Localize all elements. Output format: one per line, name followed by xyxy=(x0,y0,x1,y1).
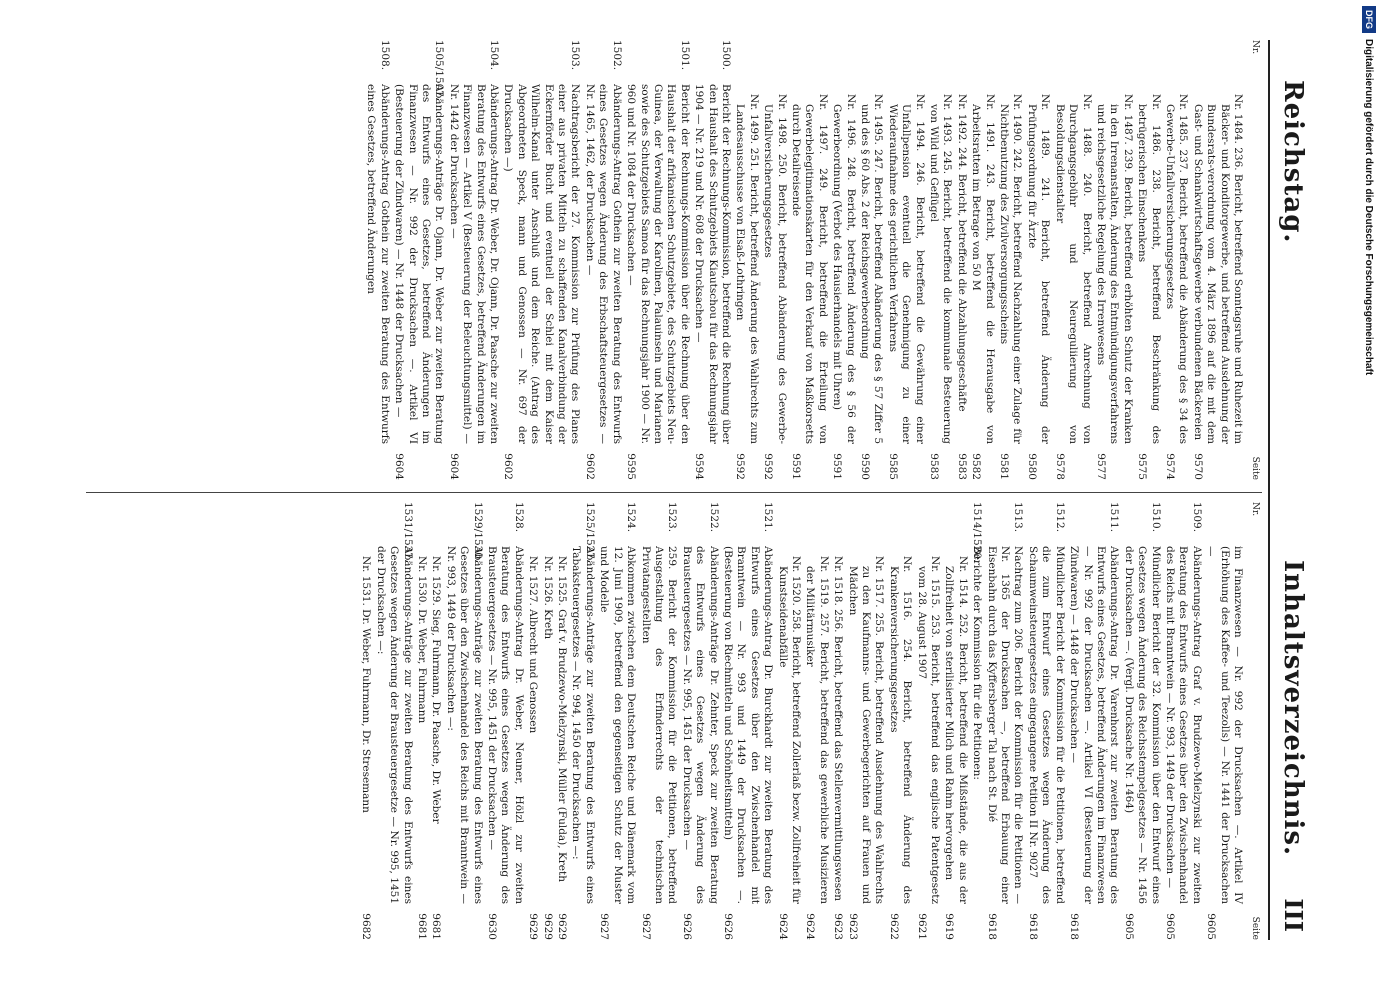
entry-text: Nr. 1519. 257. Bericht, betreffend das gewerbliche Musizieren der Militärmusiker xyxy=(804,556,830,904)
sub-entry xyxy=(858,40,885,480)
page-reference: 9605 xyxy=(1163,913,1176,940)
page-reference: 9581 xyxy=(998,453,1011,480)
entry-text: Nr. 1531. Dr. Weber, Fuhrmann, Dr. Stresemann xyxy=(360,556,373,813)
entry-text: Abänderungs-Anträge Dr. Zehnter, Speck zur zweiten Beratung des Entwurfs eines Gesetzes wegen Änderung des Brausteuergesetzes — Nr. 995, 1451 der Drucksachen — xyxy=(680,546,720,904)
entry-text: im Finanzwesen — Nr. 992 der Drucksachen —. Artikel IV (Erhöhung des Kaffee- und Teezolls) — Nr. 1441 der Drucksachen — xyxy=(1205,546,1244,904)
index-entry xyxy=(485,502,525,940)
page-reference: 9627 xyxy=(639,913,652,940)
sub-entry xyxy=(1135,40,1162,480)
index-entry xyxy=(501,40,581,480)
entry-text: Abänderungs-Anträge Dr. Ojann, Dr. Weber zur zweiten Beratung des Entwurfs eines Gesetzes, betreffend Änderungen im Finanzwesen — Nr. 992 der Drucksachen —. Artikel VI (Besteuerung der Zündwaren) — Nr. 1448 der Drucksachen — xyxy=(393,84,446,444)
running-title: Reichstag. xyxy=(1278,80,1308,244)
sub-entry xyxy=(733,40,760,480)
index-entry xyxy=(970,502,983,940)
page-reference: 9626 xyxy=(721,913,734,940)
page-reference: 9582 xyxy=(970,453,983,480)
sub-entry xyxy=(789,40,829,480)
entry-text: Abänderungs-Anträge zur zweiten Beratung des Entwurfs eines Tabaksteuergesetzes — Nr. 994, 1450 der Drucksachen —: xyxy=(570,546,596,904)
entry-text: Bericht der Rechnungs-Kommission über die Rechnung über den Haushalt der afrikanischen Schutzgebiete, des Schutzgebiets Neu-Guinea, der Verwaltung der Karolinen, Palauinseln und Marianen sowie des Schutzgebiets Samoa für das Rechnungsjahr 1900 — Nr. 960 und Nr. 1084 der Drucksachen — xyxy=(625,84,691,444)
page-reference: 9577 xyxy=(1094,453,1107,480)
entry-text: Nr. 1497. 249. Bericht, betreffend die Erteilung von Gewerbelegitimationskarten für den Verkauf von Maßkorsetts durch Detailreisende xyxy=(790,94,829,444)
entry-text: Nr. 1486. 238. Bericht, betreffend Beschränkung des betrügerischen Einschenkens xyxy=(1136,94,1162,444)
page-number: III xyxy=(1279,898,1308,932)
sub-entry xyxy=(1052,40,1092,480)
sub-entry xyxy=(1163,40,1190,480)
entry-text: Nr. 1516. 254. Bericht, betreffend Änderung des Krankenversicherungsgesetzes xyxy=(887,556,914,904)
page-reference: 9590 xyxy=(859,453,872,480)
sub-entry xyxy=(954,40,967,480)
entry-text: Mündlicher Bericht der 32. Kommission über den Entwurf eines Gesetzes wegen Änderung des Reichsstempelgesetzes — Nr. 1456 der Drucksachen —. (Vergl. Drucksache Nr. 1464) xyxy=(1122,546,1162,904)
page-reference: 9592 xyxy=(734,453,747,480)
index-entry xyxy=(638,502,678,940)
document-page xyxy=(80,40,1310,940)
entry-text: Abänderungs-Antrag Dr. Varenhorst zur zweiten Beratung des Entwurfs eines Gesetzes, betreffend Änderungen im Finanzwesen — Nr. 992 der Drucksachen —. Artikel VI (Besteuerung der Zündwaren) — 1448 der Drucksachen — xyxy=(1068,546,1121,904)
page-reference: 9623 xyxy=(832,913,845,940)
entry-text: Nr. 1525. Graf v. Brudzewo-Mielzynski, Müller (Fulda), Kreth xyxy=(556,556,569,883)
entry-text: Nr. 1499. 251. Bericht, betreffend Änderung des Wahlrechts zum Landesausschusse von Elsaß-Lothringen xyxy=(734,94,760,444)
page-reference: 9591 xyxy=(790,453,802,480)
entry-text: Abänderungs-Antrag Gothein zur zweiten Beratung des Entwurfs eines Gesetzes wegen Änderung des Erbschaftsteuergesetzes — Nr. 1465, 1462, der Drucksachen — xyxy=(583,84,623,444)
page-reference: 9575 xyxy=(1136,453,1149,480)
index-entry xyxy=(984,502,1024,940)
entry-number: 1511. xyxy=(1108,502,1121,533)
sub-entry xyxy=(885,40,925,480)
entry-text: Bericht der Rechnungs-Kommission, betreffend die Rechnung über den Haushalt des Schutzgebiets Kiautschou für das Rechnungsjahr 1904 — Nr. 219 und Nr. 608 der Drucksachen — xyxy=(693,84,732,444)
index-entry xyxy=(721,502,775,940)
index-entry xyxy=(692,40,732,480)
index-entry xyxy=(569,502,596,940)
sub-entry xyxy=(927,40,954,480)
page-reference: 9585 xyxy=(886,453,899,480)
page-reference: 9629 xyxy=(527,913,540,940)
entry-number: 1523. xyxy=(666,502,679,533)
entry-number: 1504. xyxy=(488,40,501,71)
index-entry xyxy=(624,40,691,480)
entry-number: 1503. xyxy=(569,40,582,71)
sub-entry xyxy=(775,502,802,940)
header-rule xyxy=(1268,40,1270,940)
entry-text: Nr. 1520. 258. Bericht, betreffend Zollerlaß bezw. Zollfreiheit für Kunstseidenabfälle xyxy=(776,556,802,904)
page-reference: 9602 xyxy=(502,453,515,480)
entry-text: Nr. 1514. 252. Bericht, betreffend die Mißstände, die aus der Zollfreiheit von sterilisierter Milch und Rahm hervorgehen xyxy=(943,556,969,904)
page-reference: 9595 xyxy=(625,453,638,480)
column-divider xyxy=(86,492,1262,493)
left-column-head xyxy=(1244,40,1260,480)
sub-entry xyxy=(942,502,969,940)
entry-text: Abänderungs-Anträge zur zweiten Beratung des Entwurfs eines Gesetzes über den Zwischenhandel des Reichs mit Branntwein — Nr. 993, 1449 der Drucksachen —: xyxy=(444,546,484,904)
entry-number: 1521. xyxy=(762,502,775,533)
entry-text: Abänderungs-Antrag Graf v. Brudzewo-Mielzynski zur zweiten Beratung des Entwurfs eines Gesetzes über den Zwischenhandel des Reichs mit Branntwein — Nr. 993, 1449 der Drucksachen — xyxy=(1163,546,1203,904)
page-reference: 9629 xyxy=(541,913,554,940)
seite-label: Seite xyxy=(1250,456,1260,480)
entry-number: 1512. xyxy=(1053,502,1066,533)
page-reference: 9591 xyxy=(831,453,844,480)
sub-entry xyxy=(1094,40,1134,480)
entry-text: Abänderungs-Antrag Dr. Weber, Neuner, Hölzl zur zweiten Beratung des Entwurfs eines Gesetzes wegen Änderung des Brausteuergesetzes — Nr. 995, 1451 der Drucksachen — xyxy=(486,546,525,904)
entry-number: 1501. xyxy=(678,40,691,71)
entry-text: Nr. 1527. Albrecht und Genossen xyxy=(527,556,540,734)
right-column-head xyxy=(1244,502,1260,940)
page-reference: 9630 xyxy=(486,913,499,940)
entry-text: Nr. 1489. 241. Bericht, betreffend Änderung der Prüfungsordnung für Ärzte xyxy=(1025,94,1052,444)
entry-text: Nr. 1515. 253. Bericht, betreffend das englische Patentgesetz vom 28. August 1907 xyxy=(915,556,942,904)
right-column xyxy=(358,502,1260,940)
sub-entry xyxy=(914,502,941,940)
page-header xyxy=(1270,40,1310,940)
index-entry xyxy=(446,40,500,480)
entry-text: Nr. 1517. 255. Bericht, betreffend Ausdehnung des Wahlrechts zu den Kaufmanns- und Gewerbegerichten auf Frauen und Mädchen xyxy=(846,556,886,904)
page-reference: 9624 xyxy=(804,913,817,940)
page-reference: 9583 xyxy=(955,453,968,480)
index-entry xyxy=(443,502,483,940)
entry-text: Nr. 1526. Kreth xyxy=(541,556,554,640)
entry-text: Nr. 1529. Sieg, Fuhrmann, Dr. Paasche, Dr. Weber xyxy=(430,556,443,824)
left-column xyxy=(363,40,1260,480)
entry-text: Abkommen zwischen dem Deutschen Reiche und Dänemark vom 12. Juni 1909, betreffend den gegenseitigen Schutz der Muster und Modelle xyxy=(598,546,638,904)
sub-entry xyxy=(830,40,857,480)
index-entry xyxy=(1026,502,1066,940)
sub-entry xyxy=(845,502,885,940)
page-reference: 9618 xyxy=(1068,913,1081,940)
sub-entry xyxy=(540,502,553,940)
entry-number: 1531/1537. xyxy=(401,502,414,563)
entry-number: 1509. xyxy=(1190,502,1203,533)
entry-text: Nr. 1492. 244. Bericht, betreffend die Abzahlungsgeschäfte xyxy=(955,94,968,412)
sub-entry xyxy=(555,502,568,940)
page-reference: 9570 xyxy=(1191,453,1204,480)
index-entry xyxy=(373,502,413,940)
page-reference: 9604 xyxy=(393,453,406,480)
entry-number: 1524. xyxy=(625,502,638,533)
digitization-stamp xyxy=(1357,6,1379,994)
sub-entry xyxy=(831,502,844,940)
entry-number: 1522. xyxy=(707,502,720,533)
index-entry xyxy=(679,502,719,940)
entry-number: 1502. xyxy=(610,40,623,71)
entry-text: Abänderungs-Antrag Dr. Weber, Dr. Ojann, Dr. Paasche zur zweiten Beratung des Entwurfs eines Gesetzes, betreffend Änderungen im Finanzwesen — Artikel V (Besteuerung der Beleuchtungsmittel) — Nr. 1442 der Drucksachen — xyxy=(447,84,501,444)
entry-text: Nr. 1494. 246. Bericht, betreffend die Gewährung einer Unfallpension eventuell die Genehmigung zu einer Wiederaufnahme des gerichtlichen Verfahrens xyxy=(886,94,926,444)
sub-entry xyxy=(429,502,442,940)
entry-text: Mündlicher Bericht der Kommission für die Petitionen, betreffend die zum Entwurf eines Gesetzes wegen Änderung des Schaumweinsteuergesetzes eingegangene Petition II Nr. 9027 xyxy=(1026,546,1066,904)
sub-entry xyxy=(761,40,788,480)
nr-label: Nr. xyxy=(1250,502,1260,517)
entry-text: Nr. 1495. 247. Bericht, betreffend Abänderung des § 57 Ziffer 5 und des § 60 Abs. 2 der Reichsgewerbeordnung xyxy=(859,94,885,444)
entry-number: 1514/1520. xyxy=(971,502,984,563)
page-reference: 9605 xyxy=(1205,913,1218,940)
entry-text: Nr. 1491. 243. Bericht, betreffend die Herausgabe von Arbeitsratten im Betrage von 50 M xyxy=(970,94,996,444)
page-reference: 9605 xyxy=(1122,913,1135,940)
entry-text: 259. Bericht der Kommission für die Petitionen, betreffend Ausgestaltung des Erfinderrechts der technischen Privatangestellten xyxy=(639,546,679,904)
page-reference: 9626 xyxy=(680,913,693,940)
page-reference: 9621 xyxy=(915,913,928,940)
stamp-text: Digitalisierung gefördert durch die Deutsche Forschungsgemeinschaft xyxy=(1363,39,1374,376)
page-reference: 9619 xyxy=(943,913,956,940)
page-reference: 9580 xyxy=(1025,453,1038,480)
page-reference: 9594 xyxy=(693,453,706,480)
entry-number: 1510. xyxy=(1149,502,1162,533)
sub-entry xyxy=(969,40,996,480)
entry-number: 1500. xyxy=(719,40,732,71)
entry-number: 1529/1530. xyxy=(471,502,484,563)
entry-text: Nr. 1485. 237. Bericht, betreffend die Abänderung des § 34 des Gewerbe-Unfallversicherungsgesetzes xyxy=(1163,94,1190,444)
page-reference: 9592 xyxy=(762,453,775,480)
page-reference: 9627 xyxy=(598,913,611,940)
index-entry xyxy=(583,40,623,480)
page-reference: 9681 xyxy=(430,913,443,940)
continued-entry xyxy=(1204,502,1244,940)
entry-number: 1513. xyxy=(1012,502,1025,533)
page-reference: 9624 xyxy=(776,913,789,940)
page-reference: 9583 xyxy=(928,453,941,480)
entry-text: Nr. 1498. 250. Bericht, betreffend Abänderung des Gewerbe-Unfallversicherungsgesetzes xyxy=(762,94,788,444)
sub-entry xyxy=(803,502,830,940)
sub-entry xyxy=(526,502,539,940)
entry-text: Nr. 1490. 242. Bericht, betreffend Nachzahlung einer Zulage für Nichtbenutzung des Zivilversorgungsscheins xyxy=(998,94,1024,444)
entry-text: Nr. 1484. 236. Bericht, betreffend Sonntagsruhe und Ruhezeit im Bäcker- und Konditorgewerbe, und betreffend Ausdehnung der Bundesrats-verordnung vom 4. März 1896 auf die mit dem Gast- und Schankwirtschaftsgewerbe verbundenen Bäckereien xyxy=(1191,94,1244,444)
sub-entry xyxy=(1190,40,1244,480)
entry-text: Nr. 1488. 240. Bericht, betreffend Anrechnung von Durchgangsgebühr und Neureguliierung von Besoldungsdienstalter xyxy=(1053,94,1093,444)
entry-text: Berichte der Kommission für die Petitionen: xyxy=(971,546,984,780)
entry-number: 1505/1507. xyxy=(433,40,446,101)
index-entry xyxy=(364,40,391,480)
entry-text: Abänderungs-Antrag Dr. Burckhardt zur zweiten Beratung des Entwurfs eines Gesetzes über den Zwischenhandel mit Branntwein — Nr. 993 und 1449 der Drucksachen —. (Besteuerung von Riechmitteln und Schönheitsmitteln) xyxy=(721,546,775,904)
index-entry xyxy=(392,40,446,480)
dfg-logo: DFG xyxy=(1362,6,1376,33)
sub-entry xyxy=(359,502,372,940)
page-reference: 9622 xyxy=(887,913,900,940)
seite-label: Seite xyxy=(1250,916,1260,940)
page-reference: 9618 xyxy=(1026,913,1039,940)
page-reference: 9682 xyxy=(360,913,373,940)
entry-number: 1525/1527. xyxy=(583,502,596,563)
page-reference: 9604 xyxy=(447,453,460,480)
page-reference: 9681 xyxy=(416,913,429,940)
entry-text: Nr. 1518. 256. Bericht, betreffend das Stellenvermittlungswesen xyxy=(832,556,845,902)
page-reference: 9578 xyxy=(1053,453,1066,480)
entry-text: Nr. 1496. 248. Bericht, betreffend Änderung des § 56 der Gewerbeordnung (Verbot des Hausierhandels mit Uhren) xyxy=(831,94,857,444)
entry-text: Nr. 1530. Dr. Weber, Fuhrmann xyxy=(416,556,429,724)
entry-text: Nachtrag zum 206. Bericht der Kommission für die Petitionen — Nr. 1365 der Drucksachen —, betreffend Erbauung einer Eisenbahn durch das Kyffersberger Tal nach St. Dié xyxy=(985,546,1025,904)
sub-entry xyxy=(886,502,913,940)
sub-entry xyxy=(997,40,1024,480)
entry-text: Nr. 1493. 245. Bericht, betreffend die kommunale Besteuerung von Wild und Geflügel xyxy=(928,94,954,444)
index-entry xyxy=(1067,502,1121,940)
entry-text: Nr. 1487. 239. Bericht, betreffend erhöhten Schutz der Kranken in den Irrenanstalten, Änderung des Entmündigungsverfahrens und reichsgesetzliche Regelung des Irrenwesens xyxy=(1094,94,1134,444)
page-reference: 9623 xyxy=(846,913,859,940)
sub-entry xyxy=(415,502,428,940)
entry-number: 1508. xyxy=(378,40,391,71)
page-reference: 9574 xyxy=(1163,453,1176,480)
page-reference: 9629 xyxy=(556,913,569,940)
index-entry xyxy=(1121,502,1161,940)
entry-text: Abänderungs-Anträge zur zweiten Beratung des Entwurfs eines Gesetzes wegen Änderung der Brausteuergesetze — Nr. 995, 1451 der Drucksachen —: xyxy=(374,546,414,904)
section-title: Inhaltsverzeichnis. xyxy=(1278,560,1308,857)
entry-text: Nachtragsbericht der 27. Kommission zur Prüfung des Planes einer aus privaten Mitteln zu schaffenden Kanalverbindung der Eckernförder Bucht und eventuell der Schlei mit dem Kaiser Wilhelm-Kanal unter Anschluß und dem Reiche. (Antrag des Abgeordneten Speck, mann und Genossen — Nr. 697 der Drucksachen —) xyxy=(502,84,582,444)
entry-number: 1528. xyxy=(512,502,525,533)
entry-text: Abänderungs-Antrag Gothein zur zweiten Beratung des Entwurfs eines Gesetzes, betreffend Änderungen xyxy=(365,84,391,444)
page-reference: 9602 xyxy=(583,453,596,480)
index-entry xyxy=(1163,502,1203,940)
nr-label: Nr. xyxy=(1250,40,1260,55)
page-reference: 9618 xyxy=(985,913,998,940)
index-entry xyxy=(597,502,637,940)
sub-entry xyxy=(1025,40,1052,480)
